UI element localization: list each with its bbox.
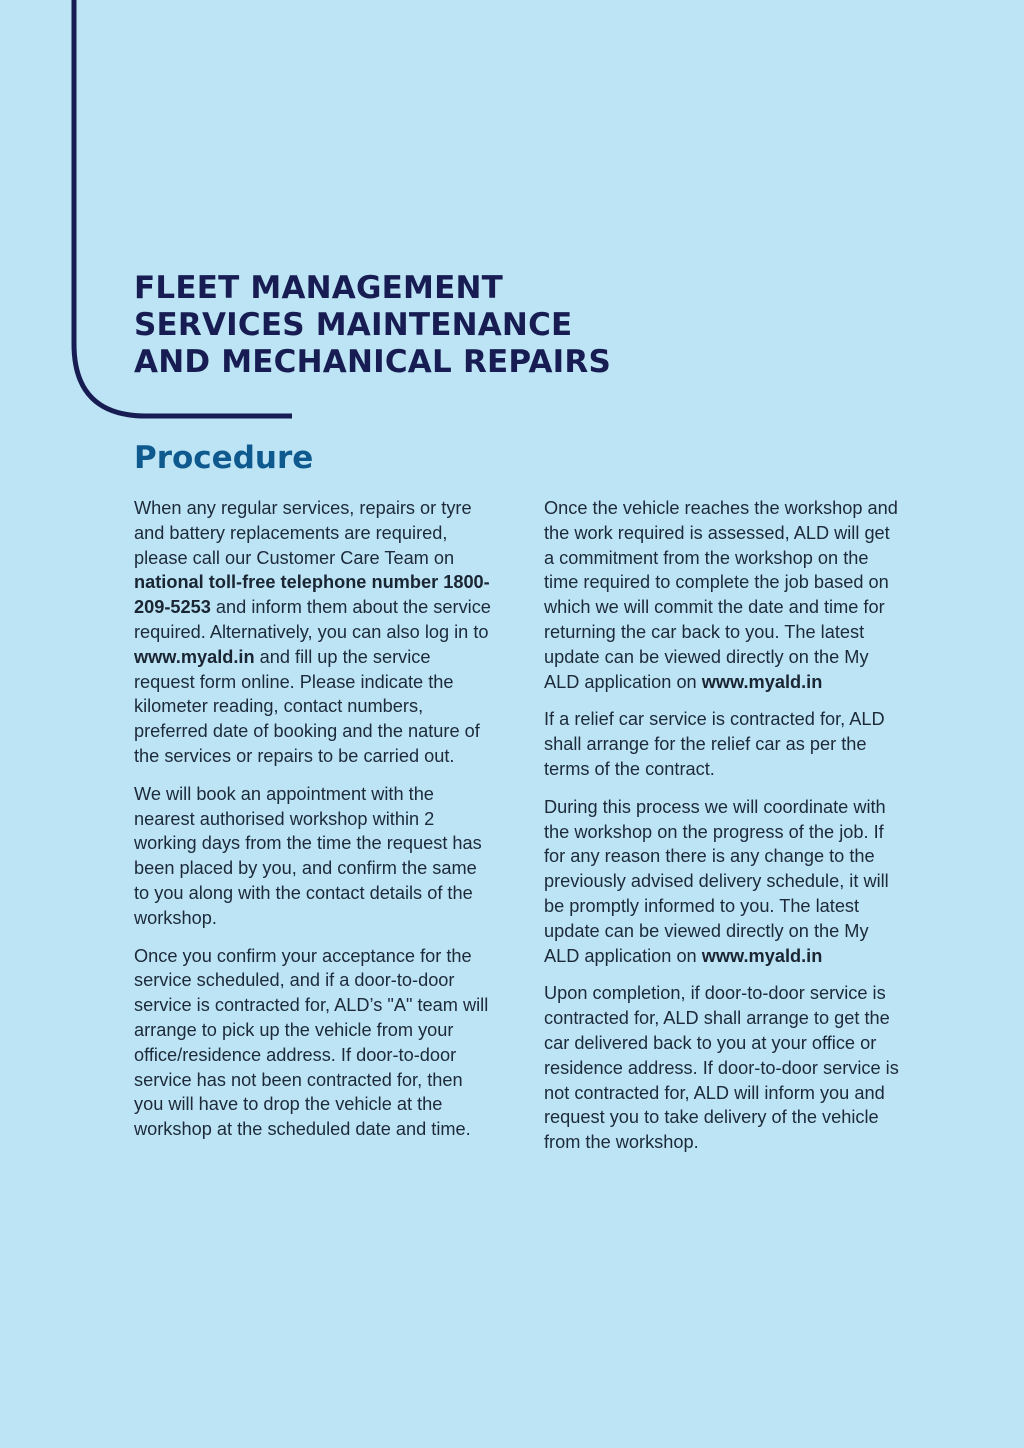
paragraph-text: and inform them about the service required. Alternatively, you can also log in to	[134, 597, 491, 642]
paragraph	[544, 496, 904, 694]
toll-free-number: national toll-free telephone number 1800-209-5253	[134, 572, 490, 618]
paragraph: If a relief car service is contracted for, ALD shall arrange for the relief car as per the terms of the contract.	[544, 709, 885, 779]
paragraph	[134, 496, 494, 769]
left-column	[134, 496, 494, 1155]
title-line: AND MECHANICAL REPAIRS	[134, 344, 611, 380]
website-link[interactable]: www.myald.in	[701, 945, 823, 966]
title-line: FLEET MANAGEMENT	[134, 270, 503, 306]
paragraph-text: Once the vehicle reaches the workshop and the work required is assessed, ALD will get a commitment from the workshop on the time required to complete the job based on which we will commit the date and time for returning the car back to you. The latest update can be viewed directly on the My ALD application on	[544, 498, 898, 692]
paragraph: We will book an appointment with the nearest authorised workshop within 2 working days from the time the request has been placed by you, and confirm the same to you along with the contact details of the workshop.	[134, 783, 482, 928]
paragraph: Upon completion, if door-to-door service is contracted for, ALD shall arrange to get the car delivered back to you at your office or residence address. If door-to-door service is not contracted for, ALD will inform you and request you to take delivery of the vehicle from the workshop.	[544, 983, 899, 1153]
paragraph-text: When any regular services, repairs or tyre and battery replacements are required, please call our Customer Care Team on	[134, 498, 472, 568]
right-column	[544, 496, 904, 1168]
website-link[interactable]: www.myald.in	[701, 671, 823, 692]
title-line: SERVICES MAINTENANCE	[134, 307, 573, 343]
section-heading-procedure: Procedure	[134, 440, 314, 476]
website-link[interactable]: www.myald.in	[134, 646, 255, 667]
paragraph: Once you confirm your acceptance for the service scheduled, and if a door-to-door service is contracted for, ALD’s "A" team will arrange to pick up the vehicle from your office/residence address. If door-to-door service has not been contracted for, then you will have to drop the vehicle at the workshop at the scheduled date and time.	[134, 945, 489, 1140]
page-title	[134, 270, 611, 381]
paragraph	[544, 795, 904, 969]
paragraph-text: During this process we will coordinate with the workshop on the progress of the job. If for any reason there is any change to the previously advised delivery schedule, it will be promptly informed to you. The latest update can be viewed directly on the My ALD application on	[544, 796, 889, 966]
paragraph-text: and fill up the service request form online. Please indicate the kilometer reading, contact numbers, preferred date of booking and the nature of the services or repairs to be carried out.	[134, 646, 480, 766]
